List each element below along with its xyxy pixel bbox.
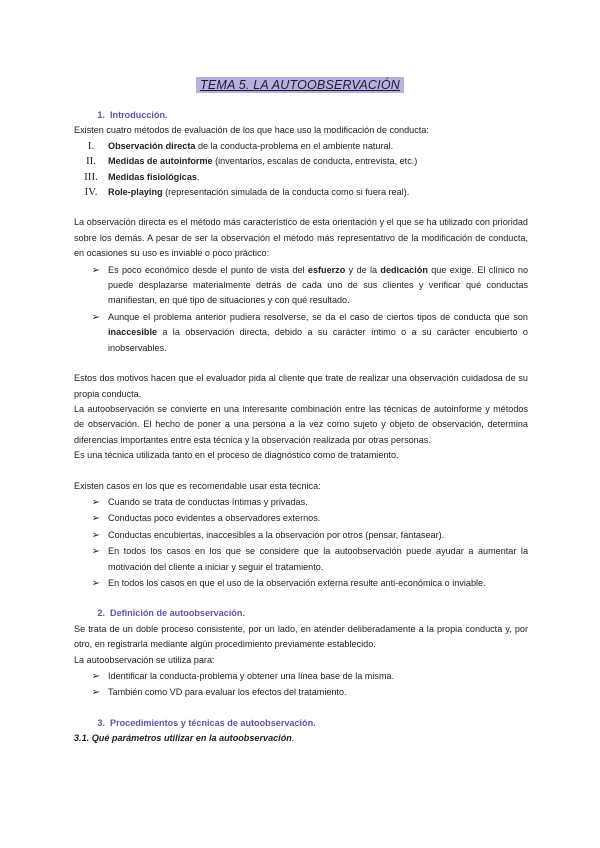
arrow-bullet-icon: ➢ (91, 546, 100, 558)
list-item: ➢ Conductas encubiertas, inaccesibles a la observación por otros (pensar, fantasear). (74, 528, 528, 543)
document-body (74, 108, 528, 747)
arrow-bullet-icon: ➢ (91, 529, 100, 541)
arrow-bullet-icon: ➢ (91, 687, 100, 699)
paragraph: Se trata de un doble proceso consistente, por un lado, en atender deliberadamente a la propia conducta y, por otro, en registrarla mediante algún procedimiento previamente establecido. (74, 623, 528, 650)
paragraph: La observación directa es el método más característico de esta orientación y el que se ha utilizado con prioridad sobre los demás. A pesar de ser la observación el método más representativo de la modificación de conducta, en ocasiones su uso es inviable o poco práctico: (74, 217, 528, 259)
list-item: ➢ También como VD para evaluar los efectos del tratamiento. (74, 685, 528, 700)
list-item: ➢ Conductas poco evidentes a observadores externos. (74, 511, 528, 526)
paragraph: La autoobservación se utiliza para: (74, 654, 215, 665)
arrow-bullet-icon: ➢ (91, 496, 100, 508)
section-heading-1: 1. Introducción. (97, 110, 168, 120)
list-item: ➢ En todos los casos en los que se considere que la autoobservación puede ayudar a aumentar la motivación del cliente a iniciar y seguir el tratamiento. (74, 544, 528, 575)
paragraph: Existen cuatro métodos de evaluación de los que hace uso la modificación de conducta: (74, 125, 429, 136)
arrow-bullet-icon: ➢ (91, 311, 100, 323)
paragraph: Es una técnica utilizada tanto en el proceso de diagnóstico como de tratamiento. (74, 450, 399, 461)
list-item: ➢ Es poco económico desde el punto de vista del esfuerzo y de la dedicación que exige. El clínico no puede desplazarse materialmente detrás de cada uno de sus clientes y verificar qué conductas manifiestan, en qué tipo de situaciones y con qué resultado. (74, 263, 528, 309)
arrow-bullet-icon: ➢ (91, 671, 100, 682)
paragraph: Estos dos motivos hacen que el evaluador pida al cliente que trate de realizar una observación cuidadosa de su propia conducta. (74, 373, 528, 399)
subsection-heading: 3.1. Qué parámetros utilizar en la autoobservación. (74, 733, 295, 744)
arrow-bullet-icon: ➢ (91, 513, 100, 525)
list-item: ➢ Identificar la conducta-problema y obtener una línea base de la misma. (74, 669, 528, 684)
method-item: III. Medidas fisiológicas. (84, 170, 200, 183)
arrow-bullet-icon: ➢ (91, 577, 100, 589)
list-item: ➢ Aunque el problema anterior pudiera resolverse, se da el caso de ciertos tipos de conducta que son inaccesible a la observación directa, debido a su carácter íntimo o a su carácter encubierto o inobservables. (74, 310, 528, 356)
arrow-bullet-icon: ➢ (91, 264, 100, 276)
section-heading-3: 3. Procedimientos y técnicas de autoobservación. (97, 717, 316, 728)
document-title: TEMA 5. LA AUTOOBSERVACIÓN (0, 76, 600, 94)
method-item: I. Observación directa de la conducta-problema en el ambiente natural. (87, 139, 394, 152)
list-item: ➢ En todos los casos en que el uso de la observación externa resulte anti-económica o inviable. (74, 576, 528, 591)
method-item: IV. Role-playing (representación simulada de la conducta como si fuera real). (84, 186, 410, 199)
method-item: II. Medidas de autoinforme (inventarios, escalas de conducta, entrevista, etc.) (85, 155, 418, 168)
list-item: ➢ Cuando se trata de conductas íntimas y privadas. (74, 495, 528, 510)
section-heading-2: 2. Definición de autoobservación. (97, 608, 245, 619)
paragraph: Existen casos en los que es recomendable usar esta técnica: (74, 480, 321, 491)
paragraph: La autoobservación se convierte en una interesante combinación entre las técnicas de autoinforme y métodos de observación. El hecho de poner a una persona a la vez como sujeto y objeto de observación, determina diferencias importantes entre esta técnica y la observación realizada por otras personas. (74, 403, 528, 445)
